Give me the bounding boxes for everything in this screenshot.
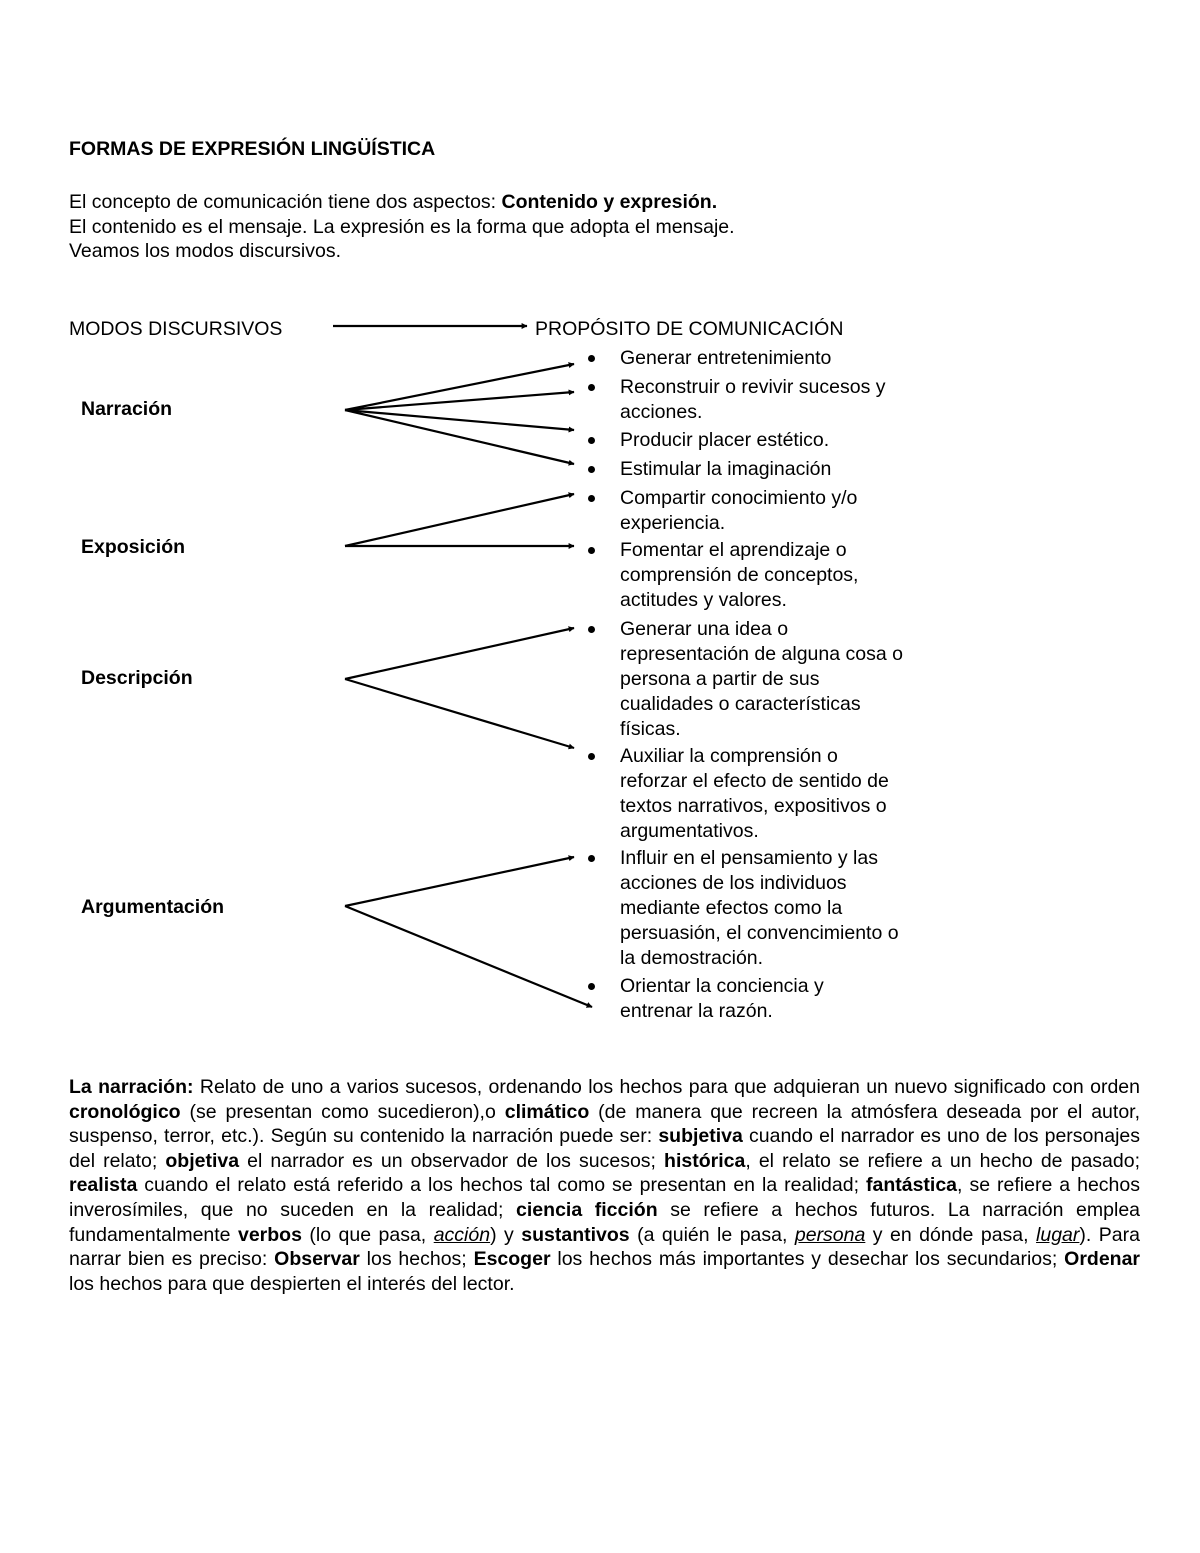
para-term: subjetiva [658, 1125, 743, 1148]
bullet-item [588, 617, 918, 742]
para-text: los hechos; [359, 1248, 474, 1271]
bullet-item [588, 974, 918, 1024]
bullet-text: Auxiliar la comprensión o reforzar el efecto de sentido de textos narrativos, expositivos o argumentativos. [620, 745, 889, 842]
narracion-arrow-1 [345, 364, 574, 410]
para-term: objetiva [165, 1149, 240, 1172]
bullet-dot-icon [588, 547, 595, 554]
bullet-dot-icon [588, 983, 595, 990]
intro-line-3: Veamos los modos discursivos. [69, 240, 342, 262]
bullet-item [588, 538, 918, 613]
bullet-item [588, 846, 918, 971]
exposicion-arrow-1 [345, 494, 574, 546]
bullet-dot-icon [588, 626, 595, 633]
mode-narracion: Narración [81, 398, 173, 420]
para-text: , el relato se refiere a un hecho de pasado; [745, 1149, 1140, 1172]
mode-exposicion: Exposición [81, 536, 186, 558]
para-text: los hechos para que despierten el interés del lector. [69, 1272, 515, 1295]
para-text: ) y [490, 1223, 522, 1246]
bullet-text: Compartir conocimiento y/o experiencia. [620, 487, 858, 534]
left-header: MODOS DISCURSIVOS [69, 318, 283, 340]
bullet-dot-icon [588, 437, 595, 444]
bullet-dot-icon [588, 753, 595, 760]
bullet-text: Estimular la imaginación [620, 458, 832, 480]
para-text: los hechos más importantes y desechar los secundarios; [550, 1248, 1065, 1271]
para-term: histórica [664, 1149, 746, 1172]
para-term: realista [69, 1174, 138, 1197]
intro-line-2: El contenido es el mensaje. La expresión es la forma que adopta el mensaje. [69, 215, 735, 238]
argumentacion-arrow-2 [345, 906, 592, 1007]
para-term: verbos [237, 1223, 302, 1246]
mode-descripcion: Descripción [81, 667, 193, 689]
narration-paragraph [69, 1075, 1140, 1296]
bullet-item [588, 486, 918, 536]
page-title: FORMAS DE EXPRESIÓN LINGÜÍSTICA [69, 138, 436, 160]
bullet-dot-icon [588, 855, 595, 862]
right-header: PROPÓSITO DE COMUNICACIÓN [535, 318, 844, 340]
mode-argumentacion: Argumentación [81, 896, 225, 918]
para-text: cuando el narrador es uno de los personajes del relato; [69, 1125, 1140, 1172]
para-text: el narrador es un observador de los sucesos; [239, 1149, 665, 1172]
bullet-text: Reconstruir o revivir sucesos y acciones. [620, 376, 886, 423]
para-text: se refiere a hechos futuros. La narración emplea fundamentalmente [69, 1198, 1141, 1246]
para-term: fantástica [865, 1174, 958, 1197]
bullet-dot-icon [588, 466, 595, 473]
para-text: (a quién le pasa, [629, 1223, 795, 1246]
para-term: Observar [274, 1248, 360, 1271]
para-term: cronológico [69, 1100, 181, 1123]
para-text: ). Para narrar bien es preciso: [69, 1223, 1140, 1271]
narracion-arrow-3 [345, 410, 574, 430]
bullet-item [588, 428, 918, 453]
para-underlined: lugar [1036, 1223, 1080, 1246]
bullet-item [588, 375, 918, 425]
bullet-item [588, 744, 918, 844]
intro-line-1-text: El concepto de comunicación tiene dos aspectos: [69, 191, 502, 213]
para-underlined: acción [433, 1223, 491, 1246]
argumentacion-arrow-1 [345, 857, 574, 906]
bullet-item [588, 457, 918, 482]
para-underlined: persona [794, 1223, 866, 1246]
descripcion-arrow-2 [345, 679, 574, 748]
para-text: (lo que pasa, [301, 1223, 434, 1246]
para-term: Ordenar [1064, 1248, 1141, 1271]
bullet-text: Orientar la conciencia y entrenar la razón. [620, 975, 824, 1022]
para-term: ciencia ficción [516, 1198, 658, 1221]
bullet-text: Producir placer estético. [620, 429, 830, 451]
narracion-arrow-4 [345, 410, 574, 464]
para-term: sustantivos [521, 1223, 630, 1246]
intro-line-1-bold: Contenido y expresión. [501, 191, 718, 213]
para-text: , se refiere a hechos inverosímiles, que no suceden en la realidad; [69, 1174, 1140, 1221]
narracion-arrow-2 [345, 392, 574, 410]
bullet-text: Generar entretenimiento [620, 347, 832, 369]
bullet-text: Influir en el pensamiento y las acciones de los individuos mediante efectos como la persuasión, el convencimiento o la demostración. [620, 847, 899, 969]
para-term: climático [504, 1100, 590, 1123]
bullet-text: Fomentar el aprendizaje o comprensión de conceptos, actitudes y valores. [620, 539, 859, 611]
para-term: Escoger [473, 1248, 551, 1271]
para-text: Relato de uno a varios sucesos, ordenando los hechos para que adquieran un nuevo significado con orden [193, 1076, 1140, 1098]
descripcion-arrow-1 [345, 628, 574, 679]
para-text: (se presentan como sucedieron),o [180, 1100, 505, 1123]
bullet-dot-icon [588, 384, 595, 391]
bullet-dot-icon [588, 355, 595, 362]
bullet-text: Generar una idea o representación de alguna cosa o persona a partir de sus cualidades o características físicas. [620, 618, 903, 740]
bullet-item [588, 346, 918, 371]
para-text: y en dónde pasa, [865, 1223, 1037, 1246]
para-text: (de manera que recreen la atmósfera deseada por el autor, suspenso, terror, etc.). Según su contenido la narración puede ser: [69, 1100, 1140, 1148]
bullet-dot-icon [588, 495, 595, 502]
para-lead: La narración: [69, 1076, 194, 1098]
para-text: cuando el relato está referido a los hechos tal como se presentan en la realidad; [137, 1174, 866, 1197]
